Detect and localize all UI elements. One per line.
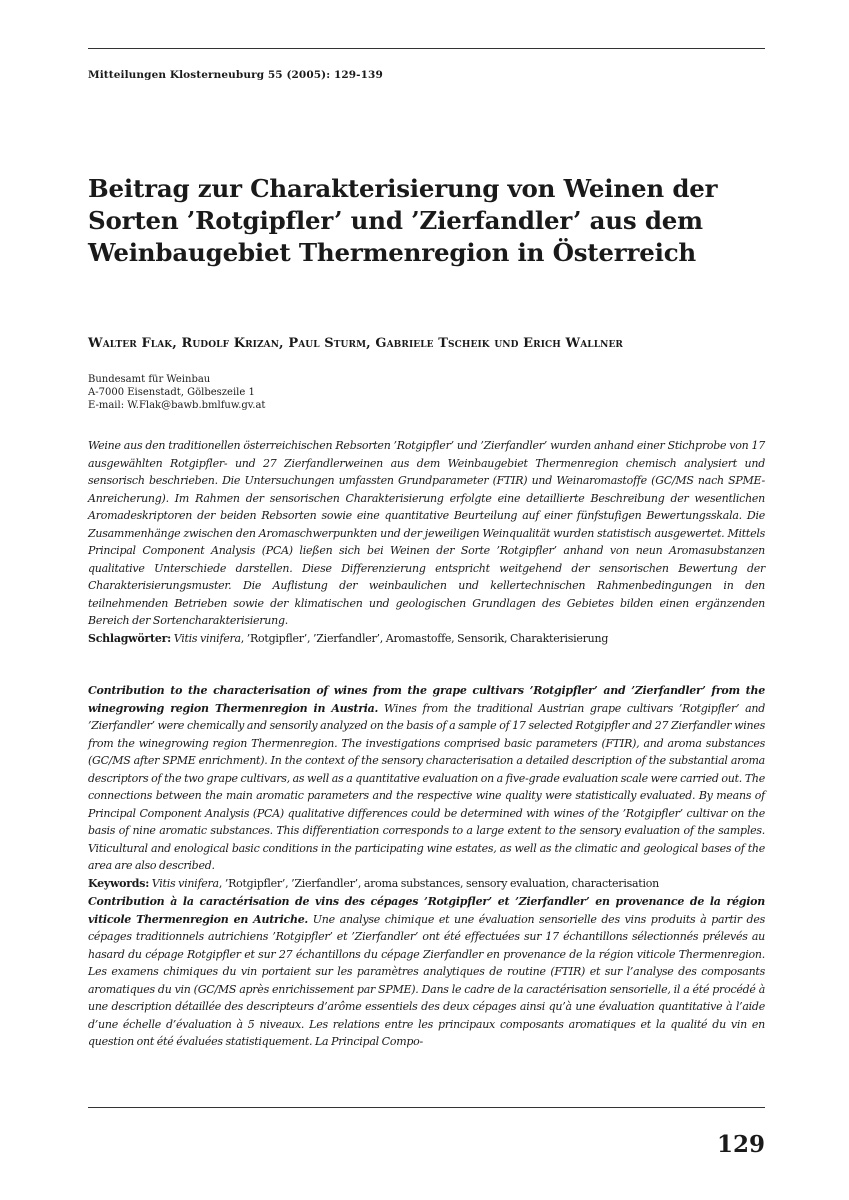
keywords-list-german: , ’Rotgipfler’, ’Zierfandler’, Aromastoffe, Sensorik, Charakterisierung [240, 631, 609, 645]
author-list: Walter Flak, Rudolf Krizan, Paul Sturm, Gabriele Tscheik und Erich Wallner [88, 336, 624, 351]
keywords-list-english: , ’Rotgipfler’, ’Zierfandler’, aroma substances, sensory evaluation, characterisation [218, 876, 659, 890]
affiliation-address: A-7000 Eisenstadt, Gölbeszeile 1 [88, 387, 255, 398]
affiliation-email: E-mail: W.Flak@bawb.bmlfuw.gv.at [88, 400, 266, 411]
affiliation-block [88, 373, 765, 412]
keywords-label-english: Keywords: [88, 876, 150, 890]
abstract-english-body: Wines from the traditional Austrian grape cultivars ’Rotgipfler’ and ’Zierfandler’ were chemically and sensorily analyzed on the basis of a sample of 17 selected Rotgipfler and 27 Zierfandler wines from the winegrowing region Thermenregion. The investigations comprised basic parameters (FTIR), and aroma substances (GC/MS after SPME enrichment). In the context of the sensory characterisation a detailed description of the substantial aroma descriptors of the two grape cultivars, as well as a quantitative evaluation on a five-grade evaluation scale were carried out. The connections between the main aromatic parameters and the respective wine quality were statistically evaluated. By means of Principal Component Analysis (PCA) qualitative differences could be determined with wines of the ’Rotgipfler’ cultivar on the basis of nine aromatic substances. This differentiation corresponds to a large extent to the sensory evaluation of the samples. Viticultural and enological basic conditions in the participating wine estates, as well as the climatic and geological bases of the area are also described. [88, 701, 765, 872]
keywords-vitis-english: Vitis vinifera [151, 876, 219, 890]
bottom-rule [88, 1107, 765, 1108]
affiliation-institution: Bundesamt für Weinbau [88, 374, 211, 385]
abstract-english-title: Contribution to the characterisation of wines from the grape cultivars ’Rotgipfler’ and ’Zierfandler’ from the winegrowing region Thermenregion in Austria. [88, 684, 765, 715]
keywords-vitis-german: Vitis vinifera [173, 631, 241, 645]
abstract-english [88, 682, 765, 892]
journal-citation: Mitteilungen Klosterneuburg 55 (2005): 129-139 [88, 69, 383, 81]
page-number: 129 [716, 1131, 765, 1158]
abstract-french [88, 893, 765, 1051]
abstract-french-title: Contribution à la caractérisation de vins des cépages ’Rotgipfler’ et ’Zierfandler’ en provenance de la région viticole Thermenregion en Autriche. [88, 895, 765, 926]
abstract-french-body: Une analyse chimique et une évaluation sensorielle des vins produits à partir des cépages traditionnels autrichiens ’Rotgipfler’ et ’Zierfandler’ ont été effectuées sur 17 échantillons sélectionnés prélevés au hasard du cépage Rotgipfler et sur 27 échantillons du cépage Zierfandler en provenance de la région viticole Thermenregion. Les examens chimiques du vin portaient sur les paramètres analytiques de routine (FTIR) et sur l’analyse des composants aromatiques du vin (GC/MS après enrichissement par SPME). Dans le cadre de la caractérisation sensorielle, il a été procédé à une description détaillée des descripteurs d’arôme essentiels des deux cépages ainsi qu’à une évaluation quantitative à l’aide d’une échelle d’évaluation à 5 niveaux. Les relations entre les principaux composants aromatiques et la qualité du vin en question ont été évaluées statistiquement. La Principal Compo- [88, 912, 765, 1048]
keywords-label-german: Schlagwörter: [88, 631, 171, 645]
abstract-german [88, 437, 765, 647]
article-title: Beitrag zur Charakterisierung von Weinen der Sorten ’Rotgipfler’ und ’Zierfandler’ aus dem Weinbaugebiet Thermenregion in Österreich [88, 174, 718, 267]
top-rule [88, 48, 765, 49]
abstract-german-body: Weine aus den traditionellen österreichischen Rebsorten ’Rotgipfler’ und ’Zierfandler’ wurden anhand einer Stichprobe von 17 ausgewählten Rotgipfler- und 27 Zierfandlerweinen aus dem Weinbaugebiet Thermenregion chemisch analysiert und sensorisch beschrieben. Die Untersuchungen umfassten Grundparameter (FTIR) und Weinaromastoffe (GC/MS nach SPME-Anreicherung). Im Rahmen der sensorischen Charakterisierung erfolgte eine detaillierte Beschreibung der wesentlichen Aromadeskriptoren der beiden Rebsorten sowie eine quantitative Beurteilung auf einer fünfstufigen Bewertungsskala. Die Zusammenhänge zwischen den Aromaschwerpunkten und der jeweiligen Weinqualität wurden statistisch ausgewertet. Mittels Principal Component Analysis (PCA) ließen sich bei Weinen der Sorte ’Rotgipfler’ anhand von neun Aromasubstanzen qualitative Unterschiede darstellen. Diese Differenzierung entspricht weitgehend der sensorischen Bewertung der Charakterisierungsmuster. Die Auflistung der weinbaulichen und kellertechnischen Rahmenbedingungen in den teilnehmenden Betrieben sowie der klimatischen und geologischen Grundlagen des Gebietes bilden einen ergänzenden Bereich der Sortencharakterisierung. [88, 439, 765, 627]
